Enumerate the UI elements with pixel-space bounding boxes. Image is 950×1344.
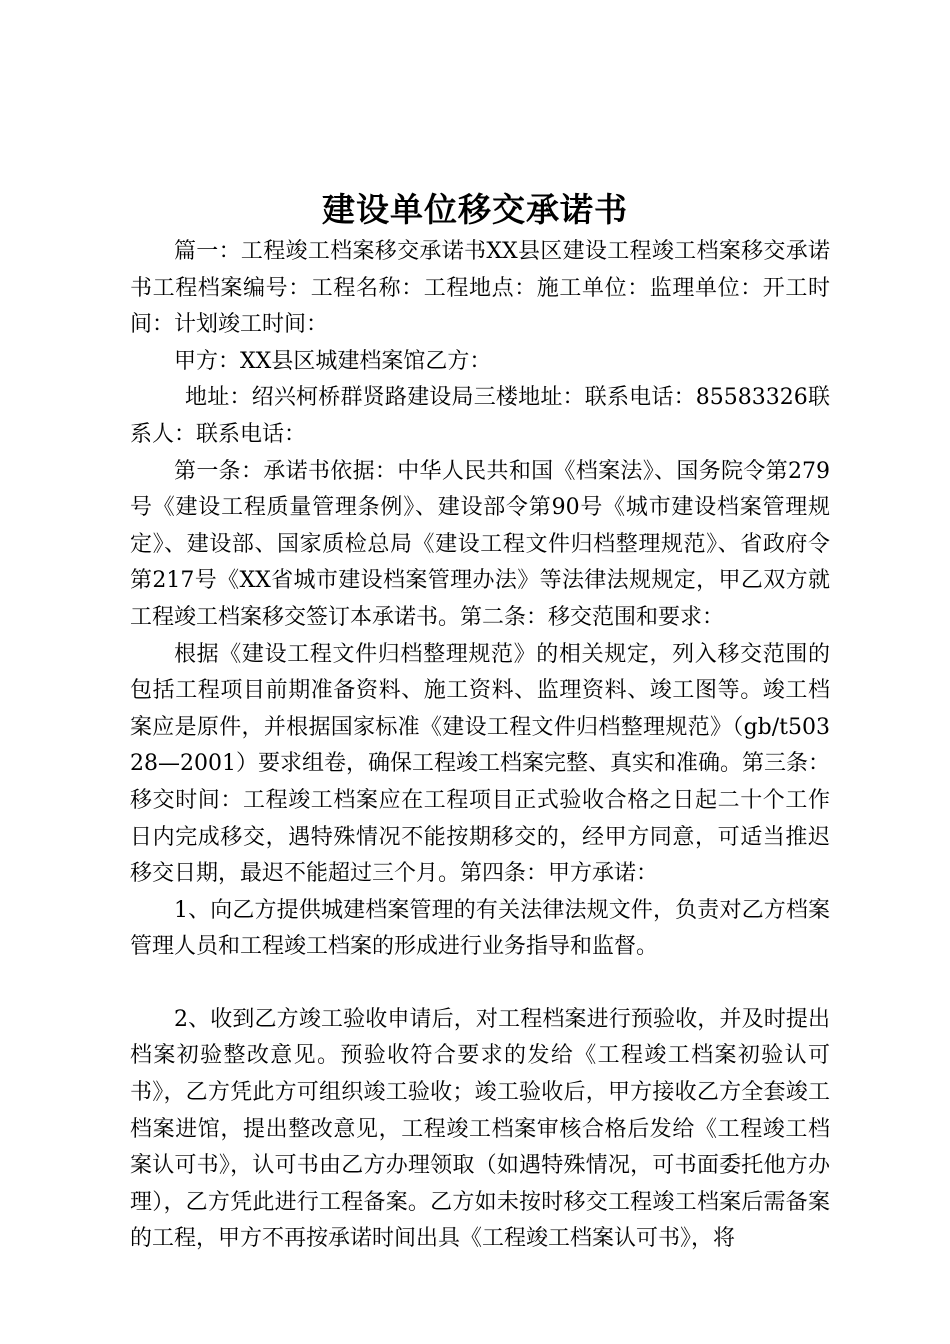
paragraph-article-1: 第一条：承诺书依据：中华人民共和国《档案法》、国务院令第279号《建设工程质量管理条例》、建设部令第90号《城市建设档案管理规定》、建设部、国家质检总局《建设工程文件归档整理规范》、省政府令第217号《XX省城市建设档案管理办法》等法律法规规定，甲乙双方就工程竣工档案移交签订本承诺书。第二条：移交范围和要求： xyxy=(130,458,830,630)
document-body xyxy=(130,234,830,1258)
paragraph-item-1: 1、向乙方提供城建档案管理的有关法律法规文件，负责对乙方档案管理人员和工程竣工档案的形成进行业务指导和监督。 xyxy=(130,897,830,960)
paragraph-scope: 根据《建设工程文件归档整理规范》的相关规定，列入移交范围的包括工程项目前期准备资料、施工资料、监理资料、竣工图等。竣工档案应是原件，并根据国家标准《建设工程文件归档整理规范》（gb/t50328—2001）要求组卷，确保工程竣工档案完整、真实和准确。第三条：移交时间：工程竣工档案应在工程项目正式验收合格之日起二十个工作日内完成移交，遇特殊情况不能按期移交的，经甲方同意，可适当推迟移交日期，最迟不能超过三个月。第四条：甲方承诺： xyxy=(130,641,830,887)
paragraph-item-2: 2、收到乙方竣工验收申请后，对工程档案进行预验收，并及时提出档案初验整改意见。预验收符合要求的发给《工程竣工档案初验认可书》，乙方凭此方可组织竣工验收；竣工验收后，甲方接收乙方全套竣工档案进馆，提出整改意见，工程竣工档案审核合格后发给《工程竣工档案认可书》，认可书由乙方办理领取（如遇特殊情况，可书面委托他方办理），乙方凭此进行工程备案。乙方如未按时移交工程竣工档案后需备案的工程，甲方不再按承诺时间出具《工程竣工档案认可书》，将 xyxy=(130,1006,830,1252)
paragraph-address: 地址：绍兴柯桥群贤路建设局三楼地址：联系电话：85583326联系人：联系电话： xyxy=(130,385,830,447)
paragraph-header: 篇一：工程竣工档案移交承诺书XX县区建设工程竣工档案移交承诺书工程档案编号：工程名称：工程地点：施工单位：监理单位：开工时间：计划竣工时间： xyxy=(130,239,830,338)
document-title: 建设单位移交承诺书 xyxy=(322,190,628,229)
paragraph-parties: 甲方：XX县区城建档案馆乙方： xyxy=(174,348,492,374)
